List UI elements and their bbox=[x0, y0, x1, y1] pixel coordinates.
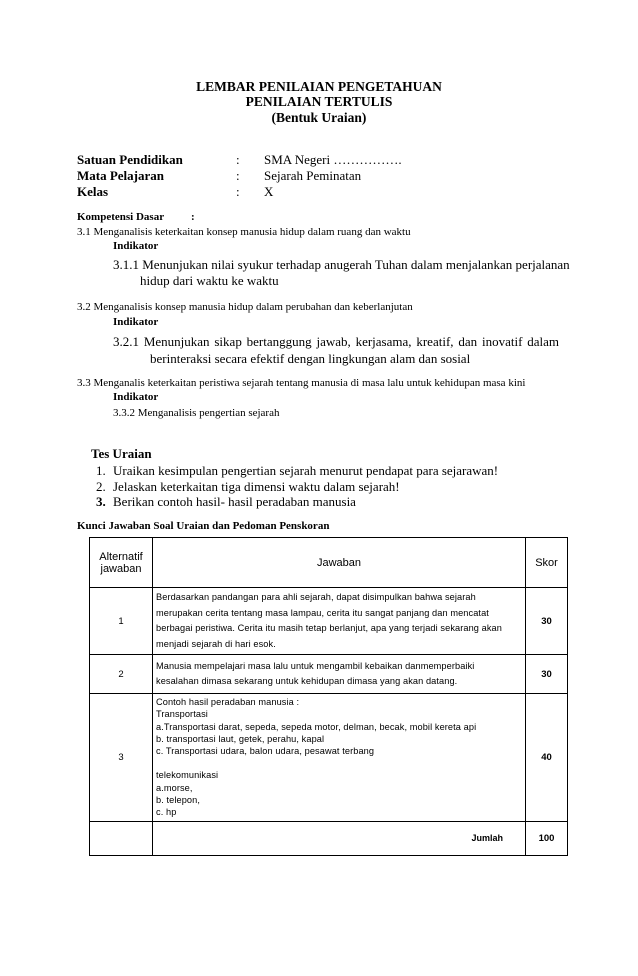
kd-3-2-indikator-label: Indikator bbox=[113, 316, 159, 328]
kd-3-1: 3.1 Menganalisis keterkaitan konsep manusia hidup dalam ruang dan waktu bbox=[77, 226, 411, 238]
row-1-skor: 30 bbox=[526, 588, 568, 655]
table-header-row bbox=[90, 538, 568, 588]
row-2-line-1: Manusia mempelajari masa lalu untuk mengambil kebaikan danmemperbaiki bbox=[156, 660, 475, 671]
tes-item-2-text: Jelaskan keterkaitan tiga dimensi waktu dalam sejarah! bbox=[113, 479, 400, 494]
row-2-jawaban bbox=[153, 655, 526, 694]
row-3-line-8: a.morse, bbox=[156, 782, 193, 793]
row-3-line-3: a.Transportasi darat, sepeda, sepeda motor, delman, becak, mobil kereta api bbox=[156, 721, 477, 732]
header-alternatif bbox=[90, 538, 153, 588]
kd-3-2-indikator-line2: berinteraksi secara efektif dengan lingkungan alam dan sosial bbox=[150, 351, 471, 366]
kunci-heading: Kunci Jawaban Soal Uraian dan Pedoman Penskoran bbox=[77, 520, 330, 532]
kd-3-1-indikator-label: Indikator bbox=[113, 240, 159, 252]
row-3-skor: 40 bbox=[526, 694, 568, 822]
kunci-jawaban-table bbox=[89, 537, 568, 856]
kd-3-2-indikator-line1 bbox=[113, 334, 559, 350]
row-1-jawaban bbox=[153, 588, 526, 655]
row-3-line-10: c. hp bbox=[156, 807, 177, 818]
header-alternatif-line1: Alternatif bbox=[99, 550, 143, 563]
row-3-blank-line bbox=[156, 757, 522, 769]
header-jawaban: Jawaban bbox=[153, 538, 526, 588]
row-3-line-4: b. transportasi laut, getek, perahu, kapal bbox=[156, 733, 325, 744]
row-3-jawaban bbox=[153, 694, 526, 822]
row-2-line-2: kesalahan dimasa sekarang untuk kehidupan dimasa yang akan datang. bbox=[156, 676, 458, 686]
kd-3-1-indikator-line2: hidup dari waktu ke waktu bbox=[140, 273, 279, 288]
table-row bbox=[90, 655, 568, 694]
tes-item-1-num: 1. bbox=[96, 463, 106, 478]
row-1-line-2: merupakan cerita tentang masa lampau, cerita itu sangat panjang dan mencatat bbox=[156, 607, 489, 618]
value-mata-pelajaran: Sejarah Peminatan bbox=[264, 168, 362, 183]
jumlah-label: Jumlah bbox=[153, 821, 526, 855]
title-line-1: LEMBAR PENILAIAN PENGETAHUAN bbox=[196, 79, 442, 94]
kd-3-3-indikator-line1: 3.3.2 Menganalisis pengertian sejarah bbox=[113, 407, 280, 419]
title-line-2: PENILAIAN TERTULIS bbox=[245, 94, 393, 109]
row-3-line-5: c. Transportasi udara, balon udara, pesawat terbang bbox=[156, 746, 375, 757]
label-satuan-pendidikan: Satuan Pendidikan bbox=[77, 152, 183, 167]
table-row bbox=[90, 588, 568, 655]
table-total-row bbox=[90, 821, 568, 855]
header-alternatif-line2: jawaban bbox=[100, 562, 142, 575]
row-1-line-3: berbagai peristiwa. Cerita itu masih tetap berlanjut, apa yang terjadi sekarang akan bbox=[156, 623, 502, 633]
row-1-no: 1 bbox=[90, 588, 153, 655]
row-1-line-1: Berdasarkan pandangan para ahli sejarah, dapat disimpulkan bahwa sejarah bbox=[156, 592, 476, 602]
row-2-skor: 30 bbox=[526, 655, 568, 694]
table-row bbox=[90, 694, 568, 822]
kd-3-2: 3.2 Menganalisis konsep manusia hidup dalam perubahan dan keberlanjutan bbox=[77, 301, 413, 313]
sep-satuan: : bbox=[236, 152, 240, 167]
sep-kelas: : bbox=[236, 184, 240, 199]
value-satuan-pendidikan: SMA Negeri ……………. bbox=[264, 152, 402, 167]
jumlah-value: 100 bbox=[526, 821, 568, 855]
tes-item-1-text: Uraikan kesimpulan pengertian sejarah menurut pendapat para sejarawan! bbox=[113, 463, 499, 478]
total-empty-cell bbox=[90, 821, 153, 855]
title-line-3: (Bentuk Uraian) bbox=[271, 110, 367, 125]
row-3-line-7: telekomunikasi bbox=[156, 770, 219, 781]
sep-mapel: : bbox=[236, 168, 240, 183]
header-skor: Skor bbox=[526, 538, 568, 588]
tes-item-3-num: 3. bbox=[96, 494, 106, 509]
kd-3-1-indikator-line1: 3.1.1 Menunjukan nilai syukur terhadap anugerah Tuhan dalam menjalankan perjalanan bbox=[113, 257, 570, 272]
row-3-line-2: Transportasi bbox=[156, 709, 208, 720]
row-3-line-1: Contoh hasil peradaban manusia : bbox=[156, 697, 300, 707]
kd-3-3-indikator-label: Indikator bbox=[113, 391, 159, 403]
tes-item-2-num: 2. bbox=[96, 479, 106, 494]
kd-3-3: 3.3 Menganalis keterkaitan peristiwa sejarah tentang manusia di masa lalu untuk kehidupan masa kini bbox=[77, 377, 526, 389]
row-3-no: 3 bbox=[90, 694, 153, 822]
row-3-line-9: b. telepon, bbox=[156, 795, 201, 806]
value-kelas: X bbox=[264, 184, 274, 199]
label-kelas: Kelas bbox=[77, 184, 109, 199]
row-1-line-4: menjadi sejarah di hari esok. bbox=[156, 638, 276, 649]
kd-label: Kompetensi Dasar bbox=[77, 211, 165, 223]
kd-3-2-indikator-line1-text: 3.2.1 Menunjukan sikap bertanggung jawab, kerjasama, kreatif, dan inovatif dalam bbox=[113, 334, 559, 349]
kd-sep: : bbox=[191, 211, 195, 223]
row-2-no: 2 bbox=[90, 655, 153, 694]
tes-heading: Tes Uraian bbox=[91, 446, 152, 461]
label-mata-pelajaran: Mata Pelajaran bbox=[77, 168, 165, 183]
tes-item-3-text: Berikan contoh hasil- hasil peradaban manusia bbox=[113, 494, 356, 509]
